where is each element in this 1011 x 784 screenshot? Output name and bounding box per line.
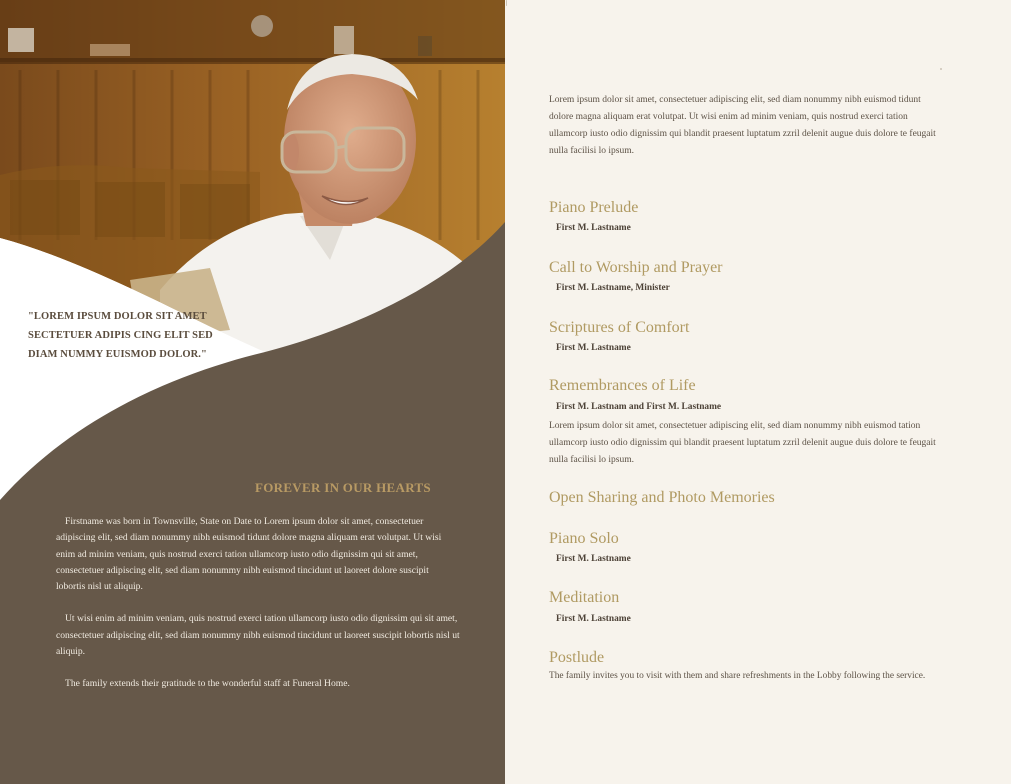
bio-paragraph: Firstname was born in Townsville, State on Date to Lorem ipsum dolor sit amet, consectetuer adipiscing elit, sed diam nonummy nibh euismod tidunt dolore magna aliquam erat volutpat. Ut wisi enim ad minim veniam, quis nostrud exerci tation ullamcorp iusto odio dignissim qui sit amet, consectetuer adipiscing elit, sed diam nonummy nibh euismod tincidunt ut laoreet dolore suscipit lobortis nisl ut aliquip. bbox=[56, 516, 442, 593]
program-item-title: Call to Worship and Prayer bbox=[549, 259, 723, 276]
program-item-title: Meditation bbox=[549, 589, 620, 606]
memorial-heading: FOREVER IN OUR HEARTS bbox=[255, 480, 431, 495]
program-item-name: First M. Lastname, Minister bbox=[556, 283, 670, 293]
program-item-title: Scriptures of Comfort bbox=[549, 319, 690, 336]
program-item-description: Lorem ipsum dolor sit amet, consectetuer adipiscing elit, sed diam nonummy nibh euismod tation ullamcorp iusto odio dignissim qui blandit praesent luptatum zzril delenit augue duis dolore te feugait nulla facilisi lo ipsum. bbox=[549, 421, 936, 465]
paper-speck bbox=[940, 68, 942, 70]
program-item-name: First M. Lastname bbox=[556, 343, 631, 353]
left-panel bbox=[0, 0, 505, 784]
crop-mark bbox=[506, 0, 507, 6]
program-item-name: First M. Lastnam and First M. Lastname bbox=[556, 402, 722, 412]
bio-paragraph: The family extends their gratitude to the wonderful staff at Funeral Home. bbox=[65, 678, 350, 690]
program-item-title: Open Sharing and Photo Memories bbox=[549, 489, 775, 506]
pull-quote: "LOREM IPSUM DOLOR SIT AMET SECTETUER ADIPIS CING ELIT SED DIAM NUMMY EUISMOD DOLOR." bbox=[28, 311, 213, 360]
program-item-name: First M. Lastname bbox=[556, 554, 631, 564]
program-page bbox=[505, 0, 1011, 784]
memorial-text bbox=[56, 514, 460, 709]
program-item-name: First M. Lastname bbox=[556, 223, 631, 233]
closing-note: The family invites you to visit with them and share refreshments in the Lobby following the service. bbox=[549, 671, 926, 681]
bio-paragraph: Ut wisi enim ad minim veniam, quis nostrud exerci tation ullamcorp iusto odio dignissim qui sit amet, consectetuer adipiscing elit, sed diam nonummy nibh euismod tincidunt ut laoreet suscipit lobortis nisl ut aliquip. bbox=[56, 613, 460, 658]
program-item-title: Piano Solo bbox=[549, 530, 619, 547]
program-item-name: First M. Lastname bbox=[556, 614, 631, 624]
program-item-title: Remembrances of Life bbox=[549, 377, 696, 394]
program-item-title: Postlude bbox=[549, 649, 605, 666]
program-intro: Lorem ipsum dolor sit amet, consectetuer adipiscing elit, sed diam nonummy nibh euismod tidunt dolore magna aliquam erat volutpat. Ut wisi enim ad minim veniam, quis nostrud exerci tation ullamcorp iusto odio dignissim qui blandit praesent luptatum zzril delenit augue duis dolore te feugait nulla facilisi lo ipsum. bbox=[549, 95, 936, 156]
program-item-title: Piano Prelude bbox=[549, 199, 639, 216]
